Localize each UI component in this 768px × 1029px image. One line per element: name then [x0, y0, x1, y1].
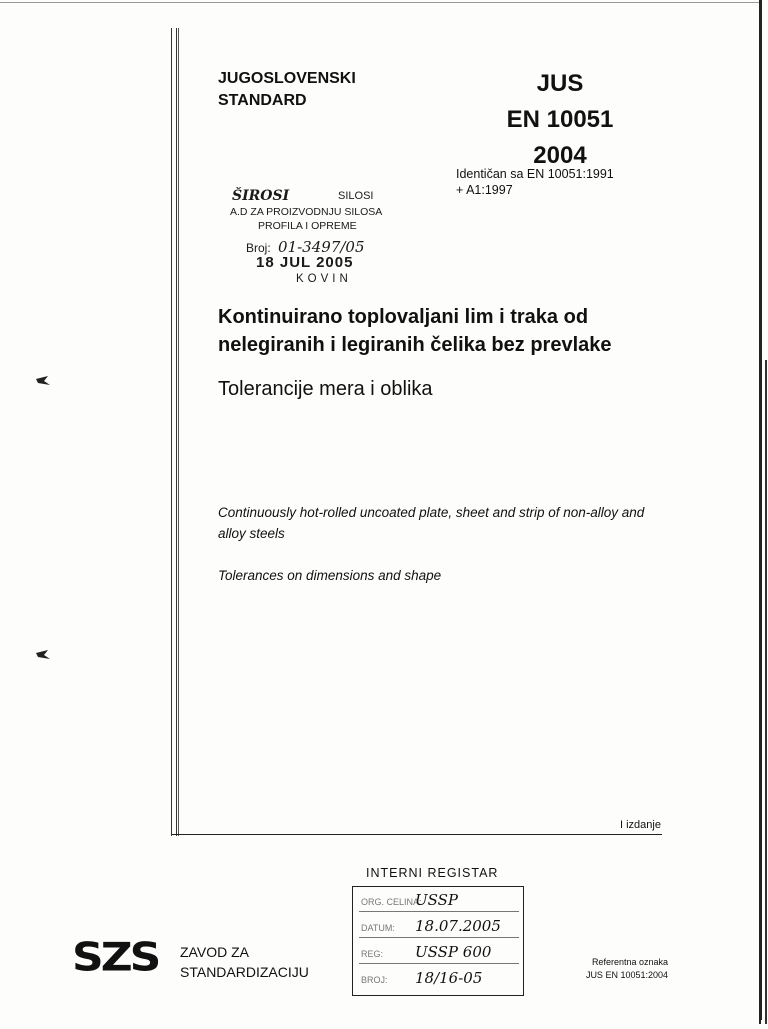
- code-jus: JUS: [536, 70, 584, 97]
- register-row: [359, 889, 519, 912]
- register-box: [352, 886, 524, 996]
- stamp-city: KOVIN: [296, 273, 352, 285]
- register-key: REG:: [361, 949, 384, 959]
- punch-hole-mark: [36, 376, 50, 384]
- margin-rule-inner: [178, 28, 179, 836]
- register-key: ORG. CELINA:: [361, 897, 422, 907]
- institute-line2: STANDARDIZACIJU: [180, 964, 309, 980]
- standard-label-line2: STANDARD: [218, 92, 307, 109]
- register-row: [359, 967, 519, 989]
- stamp-company: SILOSI: [338, 190, 374, 202]
- bottom-rule: [172, 834, 662, 835]
- register-row: [359, 941, 519, 964]
- register-title: INTERNI REGISTAR: [366, 866, 499, 880]
- internal-register-stamp: [346, 862, 526, 998]
- title-serbian-line1: Kontinuirano toplovaljani lim i traka od: [218, 306, 589, 328]
- reference-label: Referentna oznaka: [591, 957, 668, 967]
- register-value: USSP 600: [415, 943, 492, 961]
- margin-rule-double: [171, 28, 177, 836]
- title-serbian: [218, 303, 612, 359]
- standard-label: [218, 68, 356, 112]
- stamp-line1: A.D ZA PROIZVODNJU SILOSA: [230, 206, 383, 218]
- edition-label: I izdanje: [620, 819, 661, 831]
- stamp-broj-value: 01-3497/05: [278, 238, 365, 256]
- code-en: EN 10051: [506, 106, 614, 133]
- stamp-logo: ŠIROSI: [232, 188, 290, 204]
- company-stamp: [228, 188, 428, 288]
- register-key: DATUM:: [361, 923, 395, 933]
- binder-edge: [742, 0, 768, 1024]
- institute-name: [180, 942, 309, 982]
- register-key: BROJ:: [361, 975, 388, 985]
- institute-line1: ZAVOD ZA: [180, 944, 249, 960]
- identical-note: [456, 166, 614, 198]
- standard-code: [480, 66, 640, 174]
- subtitle-serbian: Tolerancije mera i oblika: [218, 378, 433, 400]
- identical-line2: + A1:1997: [456, 183, 513, 197]
- stamp-broj-label: Broj:: [246, 241, 271, 255]
- subtitle-english: Tolerances on dimensions and shape: [218, 568, 442, 583]
- reference-value: JUS EN 10051:2004: [585, 970, 668, 980]
- punch-hole-mark: [36, 650, 50, 658]
- identical-line1: Identičan sa EN 10051:1991: [456, 167, 614, 181]
- register-value: USSP: [415, 891, 459, 909]
- register-value: 18.07.2005: [415, 917, 501, 935]
- stamp-date: 18 JUL 2005: [256, 254, 354, 271]
- title-serbian-line2: nelegiranih i legiranih čelika bez prevlake: [218, 334, 612, 356]
- reference-designation: [576, 956, 668, 982]
- standard-label-line1: JUGOSLOVENSKI: [218, 70, 356, 87]
- code-year: 2004: [533, 142, 587, 169]
- szs-logo: SZS: [72, 934, 159, 981]
- register-value: 18/16-05: [415, 969, 483, 987]
- stamp-line2: PROFILA I OPREME: [258, 220, 357, 232]
- title-english: Continuously hot-rolled uncoated plate, sheet and strip of non-alloy and alloy steels: [218, 505, 645, 541]
- register-row: [359, 915, 519, 938]
